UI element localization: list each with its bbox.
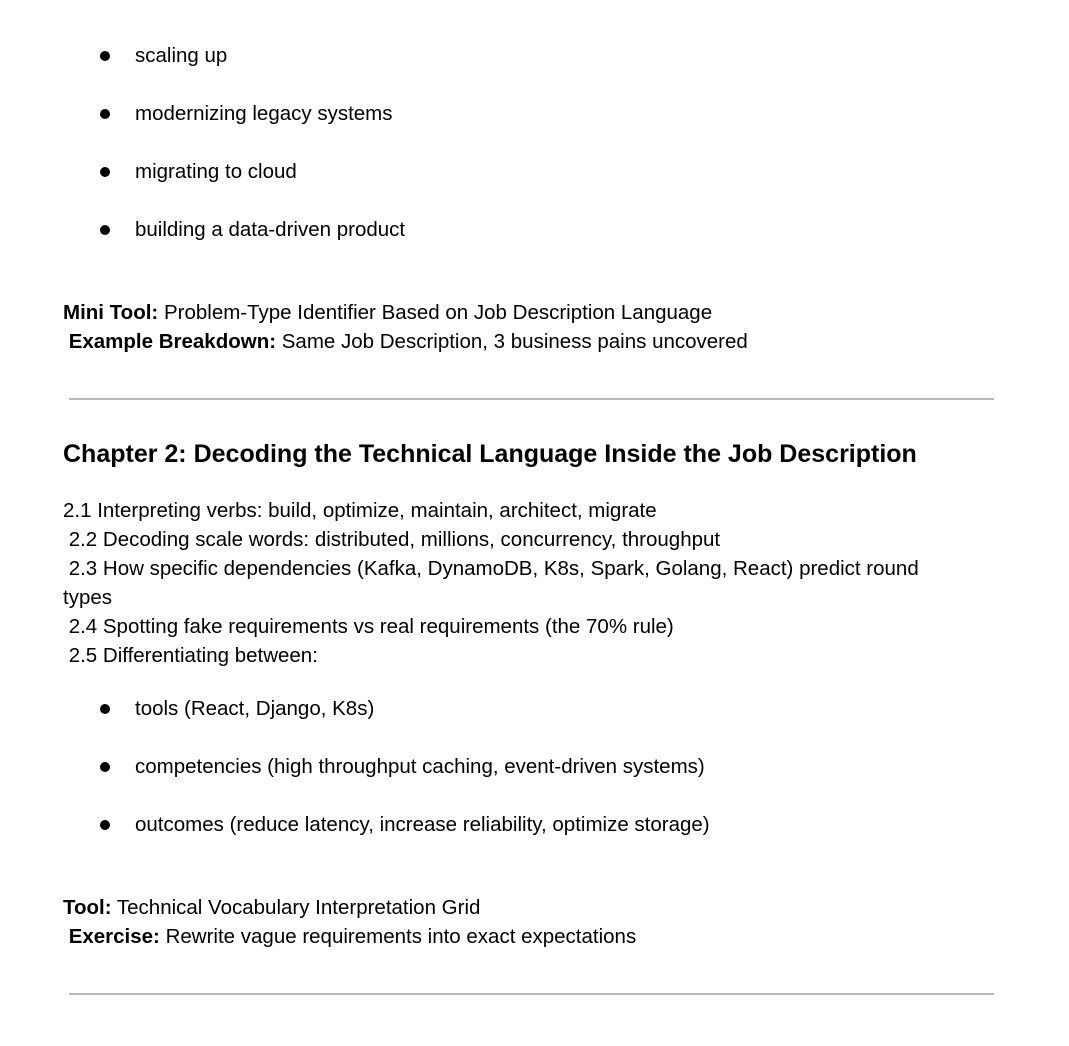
list-item-text: outcomes (reduce latency, increase reliability, optimize storage) xyxy=(135,813,710,836)
mini-tool-label: Mini Tool: xyxy=(63,301,159,324)
mini-tool-text: Problem-Type Identifier Based on Job Description Language xyxy=(158,301,713,324)
tool-text: Technical Vocabulary Interpretation Grid xyxy=(111,896,481,919)
chapter-line: 2.1 Interpreting verbs: build, optimize, maintain, architect, migrate xyxy=(63,499,657,522)
bullet-icon xyxy=(100,109,110,119)
bullet-icon xyxy=(100,820,110,830)
mini-tool-line xyxy=(63,298,712,327)
chapter-line: types xyxy=(63,586,112,609)
chapter-heading: Chapter 2: Decoding the Technical Language Inside the Job Description xyxy=(63,440,917,468)
tool-label: Tool: xyxy=(63,896,112,919)
exercise-label: Exercise: xyxy=(68,925,160,948)
bullet-icon xyxy=(100,762,110,772)
chapter-line: 2.4 Spotting fake requirements vs real requirements (the 70% rule) xyxy=(63,615,674,638)
list-item-text: scaling up xyxy=(135,44,228,67)
chapter-line: 2.5 Differentiating between: xyxy=(63,644,318,667)
horizontal-divider xyxy=(69,993,994,995)
list-item-text: modernizing legacy systems xyxy=(135,102,393,125)
chapter-line: 2.3 How specific dependencies (Kafka, DynamoDB, K8s, Spark, Golang, React) predict round xyxy=(63,557,919,580)
example-breakdown-text: Same Job Description, 3 business pains uncovered xyxy=(276,330,748,353)
tool-line xyxy=(63,893,480,922)
chapter-line: 2.2 Decoding scale words: distributed, millions, concurrency, throughput xyxy=(63,528,721,551)
example-breakdown-line xyxy=(63,327,748,356)
bullet-icon xyxy=(100,704,110,714)
bullet-icon xyxy=(100,167,110,177)
bullet-icon xyxy=(100,51,110,61)
list-item-text: competencies (high throughput caching, event-driven systems) xyxy=(135,755,705,778)
list-item-text: building a data-driven product xyxy=(135,218,406,241)
bullet-icon xyxy=(100,225,110,235)
list-item-text: tools (React, Django, K8s) xyxy=(135,697,375,720)
list-item-text: migrating to cloud xyxy=(135,160,297,183)
exercise-line xyxy=(63,922,636,951)
example-breakdown-label: Example Breakdown: xyxy=(68,330,277,353)
exercise-text: Rewrite vague requirements into exact expectations xyxy=(159,925,637,948)
horizontal-divider xyxy=(69,398,994,400)
